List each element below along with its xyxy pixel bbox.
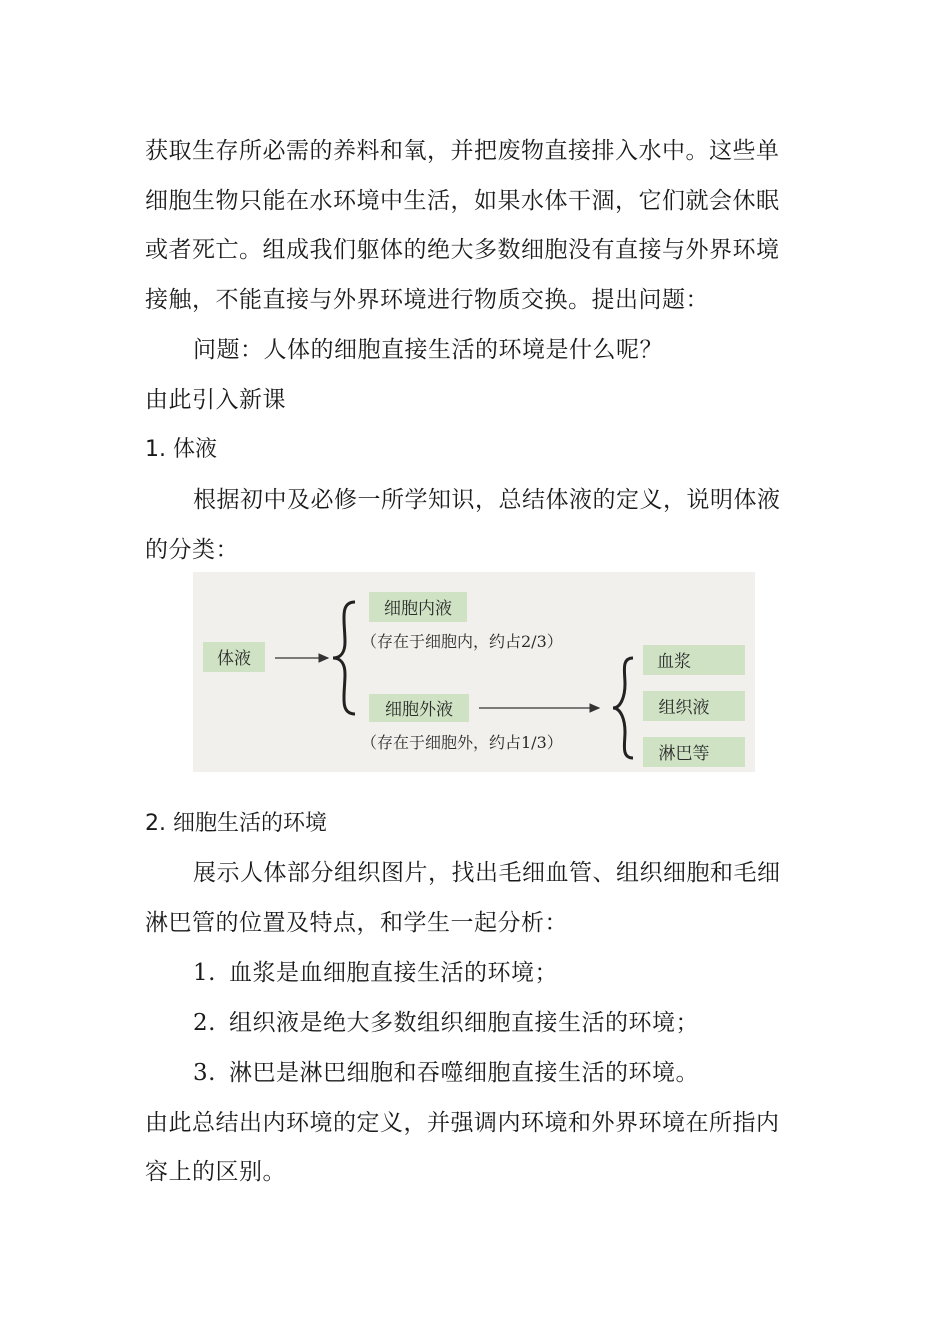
list-item-number: 3. <box>193 1060 216 1086</box>
intro-line-1: 获取生存所必需的养料和氧，并把废物直接排入水中。这些单 <box>145 138 780 164</box>
conclusion-line-2: 容上的区别。 <box>145 1159 286 1185</box>
list-item <box>193 1008 699 1038</box>
question-text: 问题：人体的细胞直接生活的环境是什么呢？ <box>193 337 663 363</box>
list-item-number: 2. <box>193 1010 216 1036</box>
intro-line-2: 细胞生物只能在水环境中生活，如果水体干涸，它们就会休眠 <box>145 188 780 214</box>
section2-heading: 2. 细胞生活的环境 <box>145 811 327 836</box>
body-fluid-diagram <box>193 572 755 772</box>
category-brace <box>333 602 355 714</box>
list-item <box>193 1058 699 1088</box>
component-brace <box>613 658 633 758</box>
list-item-text: 组织液是绝大多数组织细胞直接生活的环境； <box>229 1010 699 1036</box>
component-label-lymph: 淋巴等 <box>658 744 710 764</box>
extracellular-note: （存在于细胞外，约占1/3） <box>361 733 563 752</box>
lead-in-text: 由此引入新课 <box>145 387 286 413</box>
section1-heading: 1. 体液 <box>145 437 217 462</box>
list-item-number: 1. <box>193 960 216 986</box>
section1-body-line-2: 的分类： <box>145 537 239 563</box>
section2-body-line-2: 淋巴管的位置及特点，和学生一起分析： <box>145 910 568 936</box>
section1-body-line-1: 根据初中及必修一所学知识，总结体液的定义，说明体液 <box>193 487 781 513</box>
intro-line-4: 接触，不能直接与外界环境进行物质交换。提出问题： <box>145 287 709 313</box>
extracellular-label: 细胞外液 <box>385 700 453 720</box>
intracellular-label: 细胞内液 <box>384 599 452 619</box>
component-label-tissue-fluid: 组织液 <box>658 698 710 718</box>
root-label: 体液 <box>217 649 251 669</box>
component-label-plasma: 血浆 <box>657 652 691 672</box>
list-item-text: 血浆是血细胞直接生活的环境； <box>229 960 558 986</box>
conclusion-line-1: 由此总结出内环境的定义，并强调内环境和外界环境在所指内 <box>145 1110 780 1136</box>
intro-line-3: 或者死亡。组成我们躯体的绝大多数细胞没有直接与外界环境 <box>145 237 780 263</box>
list-item <box>193 958 558 988</box>
intracellular-note: （存在于细胞内，约占2/3） <box>361 632 563 651</box>
list-item-text: 淋巴是淋巴细胞和吞噬细胞直接生活的环境。 <box>229 1060 699 1086</box>
section2-body-line-1: 展示人体部分组织图片，找出毛细血管、组织细胞和毛细 <box>193 860 781 886</box>
